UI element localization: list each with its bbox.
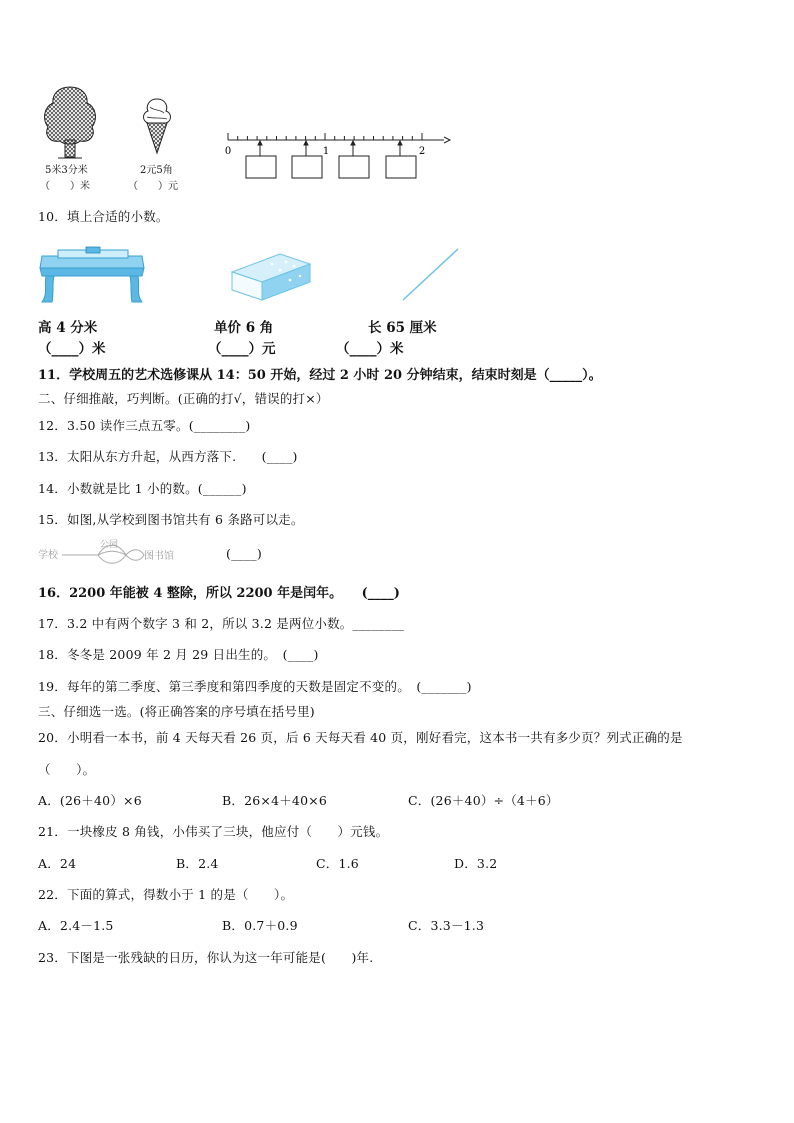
q22-option-b: B．0.7＋0.9 [222,918,298,933]
icecream-illustration [138,97,176,155]
tick-label-0: 0 [224,146,232,157]
number-line [222,130,452,185]
q20-option-a: A．(26＋40）×6 [38,793,142,808]
tree-blank: （ ）米 [40,181,90,192]
route-label-school: 学校 [38,550,58,561]
q15-blank: (____) [226,546,262,561]
q17-text: 17．3.2 中有两个数字 3 和 2，所以 3.2 是两位小数。________ [38,616,405,631]
icecream-blank: （ ）元 [128,181,178,192]
tick-label-1: 1 [322,146,330,157]
q21-option-b: B．2.4 [176,856,219,871]
q20-option-c: C．(26＋40）÷（4＋6） [408,793,559,808]
q20-text: 20．小明看一本书，前 4 天每天看 26 页，后 6 天每天看 40 页，刚好看完，这本书一共有多少页？列式正确的是 [38,730,683,745]
q21-option-d: D．3.2 [454,856,498,871]
table-illustration [38,246,148,306]
q10-caption-2: 单价 6 角 [214,320,274,336]
q10-blank-2: （____）元 [208,341,276,357]
q20-option-b: B．26×4＋40×6 [222,793,328,808]
q20-text-cont: （ ）。 [38,762,96,777]
q13-text: 13．太阳从东方升起，从西方落下. (____) [38,449,298,464]
q10-caption-3: 长 65 厘米 [368,320,437,336]
q22-option-c: C．3.3－1.3 [408,918,485,933]
q23-text: 23．下图是一张残缺的日历，你认为这一年可能是( )年. [38,950,374,965]
q10-caption-1: 高 4 分米 [38,320,98,336]
q16-text: 16．2200 年能被 4 整除，所以 2200 年是闰年。 (____) [38,586,400,601]
answer-box-3 [339,156,369,178]
answer-box-2 [292,156,322,178]
q10-blank-3: （____）米 [336,341,404,357]
section2-heading: 二、仔细推敲，巧判断。(正确的打√，错误的打×） [38,391,329,406]
q11-text: 11．学校周五的艺术选修课从 14：50 开始，经过 2 小时 20 分钟结束，结束时刻是（_____）。 [38,368,602,383]
q14-text: 14．小数就是比 1 小的数。(______) [38,481,247,496]
q21-option-a: A．24 [38,856,77,871]
tree-illustration [40,85,100,160]
q19-text: 19．每年的第二季度、第三季度和第四季度的天数是固定不变的。 (_______) [38,679,472,694]
q10-blank-1: （____）米 [38,341,106,357]
icecream-caption: 2元5角 [140,165,173,176]
q12-text: 12．3.50 读作三点五零。(________) [38,418,251,433]
route-label-park: 公园 [100,540,119,550]
tree-caption: 5米3分米 [45,165,88,176]
q22-option-a: A．2.4－1.5 [38,918,114,933]
tick-label-2: 2 [418,146,426,157]
route-diagram [36,538,196,566]
q10-title: 10．填上合适的小数。 [38,209,169,224]
route-label-library: 图书馆 [144,551,174,562]
q18-text: 18．冬冬是 2009 年 2 月 29 日出生的。 (____) [38,647,319,662]
eraser-illustration [230,250,312,302]
q21-text: 21．一块橡皮 8 角钱，小伟买了三块，他应付（ ）元钱。 [38,824,389,839]
line-segment-illustration [400,246,462,304]
q15-text: 15．如图,从学校到图书馆共有 6 条路可以走。 [38,512,304,527]
section3-heading: 三、仔细选一选。(将正确答案的序号填在括号里) [38,704,315,719]
answer-box-1 [246,156,276,178]
q21-option-c: C．1.6 [316,856,359,871]
q22-text: 22．下面的算式，得数小于 1 的是（ ）。 [38,887,294,902]
answer-box-4 [386,156,416,178]
